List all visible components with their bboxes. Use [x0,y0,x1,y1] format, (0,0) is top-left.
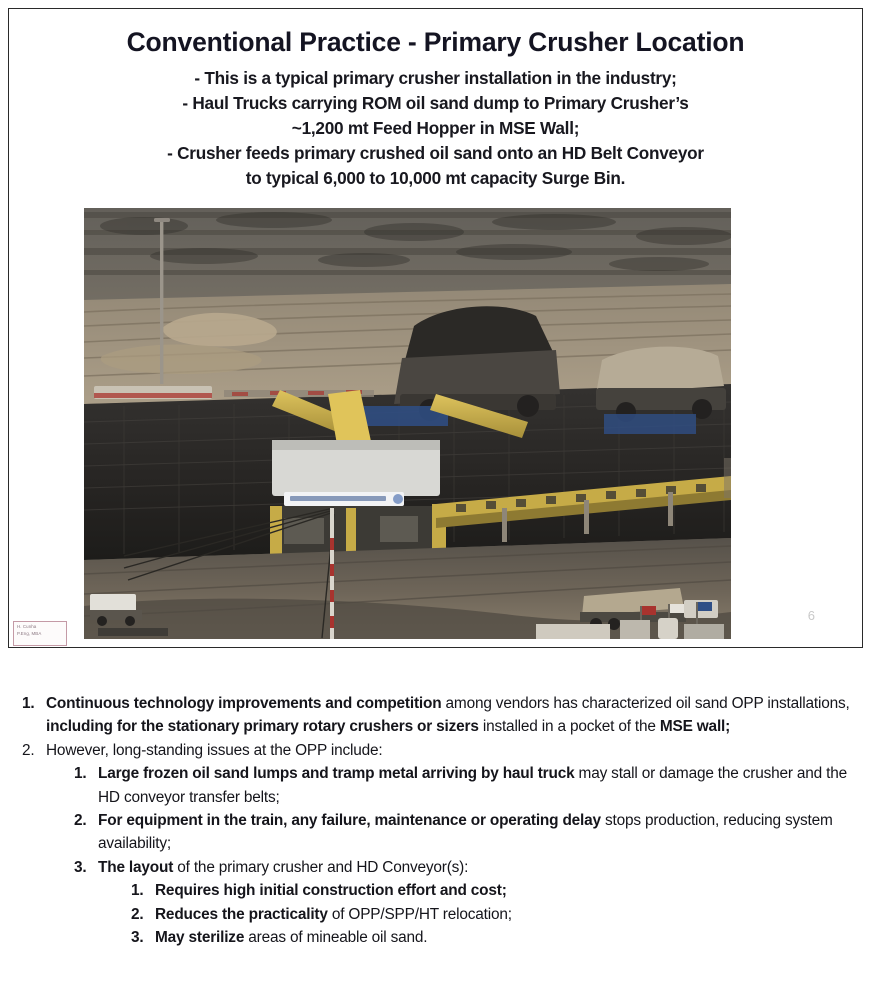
note-marker: 2. [22,741,35,759]
note-run: may stall or damage the crusher and the HD conveyor transfer belts; [98,765,847,806]
slide-bullet-line: to typical 6,000 to 10,000 mt capacity Surge Bin. [245,168,626,188]
note-run: among vendors has characterized oil sand OPP installations, [441,695,850,712]
note-run: stops production, reducing system availability; [98,812,833,853]
note-item [0,856,869,879]
signature-stamp-line-2: P.Eng, MBA [17,630,42,636]
note-text [98,762,869,809]
slide-frame [8,8,863,648]
note-run: Large frozen oil sand lumps and tramp metal arriving by haul truck [98,765,575,783]
note-run: including for the stationary primary rotary crushers or sizers [46,718,479,736]
slide-bullet-line: - Haul Trucks carrying ROM oil sand dump to Primary Crusher’s [182,93,689,113]
slide-bullet-list [9,66,862,191]
primary-crusher-photo [84,208,731,639]
slide-bullet-line: - Crusher feeds primary crushed oil sand onto an HD Belt Conveyor [167,143,704,163]
note-run: of OPP/SPP/HT relocation; [327,905,512,923]
note-run: However, long-standing issues at the OPP include: [46,741,383,759]
slide-bullet-line: - This is a typical primary crusher installation in the industry; [194,68,677,88]
striped-mast [330,508,334,639]
note-item [0,809,869,856]
note-text [46,739,869,762]
note-text [98,809,869,856]
note-text [155,903,869,926]
signature-stamp [13,621,67,646]
note-run: Continuous technology improvements and competition [46,695,442,712]
note-marker: 1. [131,882,144,900]
note-run: Requires high initial construction effort and cost; [155,882,507,900]
note-run: MSE wall; [659,718,731,736]
note-text [155,926,869,949]
note-item [0,879,869,902]
note-run: installed in a pocket of the [478,718,660,736]
note-item [0,762,869,809]
note-item [0,739,869,762]
note-run: For equipment in the train, any failure, maintenance or operating delay [98,812,601,830]
note-run: May sterilize [155,929,245,947]
note-text [155,879,869,902]
note-run: The layout [98,858,174,876]
photo-artwork [84,208,731,639]
note-marker: 1. [22,695,35,712]
note-run: areas of mineable oil sand. [244,929,428,947]
note-run: of the primary crusher and HD Conveyor(s): [173,858,469,876]
note-marker: 3. [131,929,144,947]
note-marker: 3. [74,858,87,876]
signature-stamp-line-1: H. Cunha [17,624,37,629]
note-item [0,692,869,739]
page-title: Conventional Practice - Primary Crusher Location [126,27,745,57]
note-text [46,692,869,739]
notes-outline [0,692,869,949]
note-item [0,926,869,949]
page-number: 6 [807,608,815,623]
slide-bullet-line: ~1,200 mt Feed Hopper in MSE Wall; [291,118,580,138]
note-marker: 2. [74,812,87,830]
note-marker: 1. [74,765,87,783]
haul-truck-dumping [394,306,560,421]
note-marker: 2. [131,905,144,923]
note-text [98,856,869,879]
note-item [0,903,869,926]
note-run: Reduces the practicality [155,905,328,923]
